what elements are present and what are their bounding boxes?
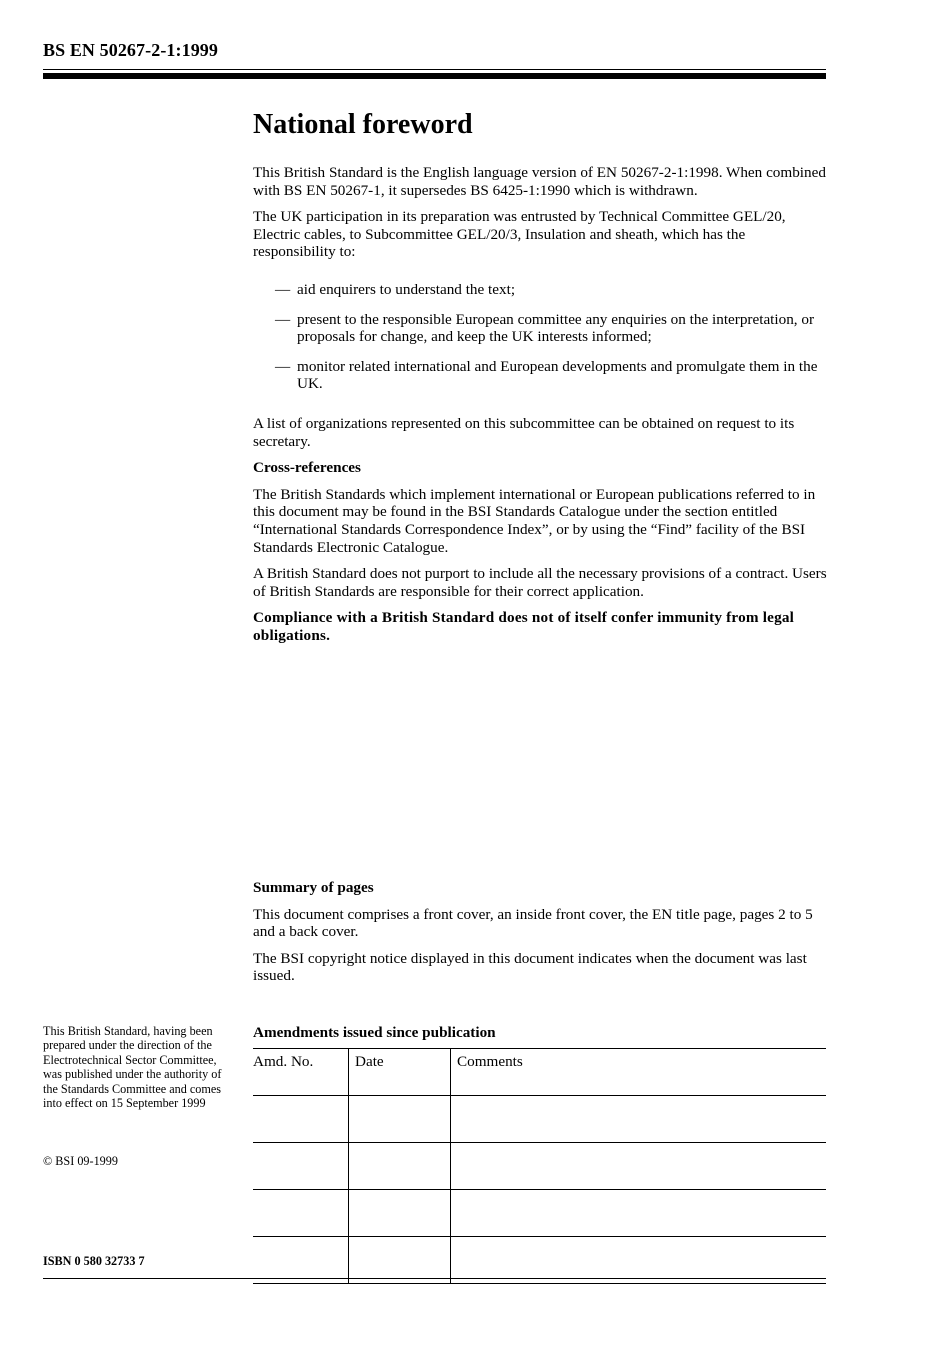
publication-note: This British Standard, having been prepared under the direction of the Electrotechnical Sector Committee, was published under the authority of the Standards Committee and comes into effect on 15 September 1999	[43, 1024, 222, 1111]
dash-marker: —	[275, 310, 291, 328]
table-cell	[451, 1237, 827, 1284]
table-cell	[451, 1143, 827, 1190]
foreword-section	[253, 108, 828, 653]
column-header-date: Date	[349, 1049, 451, 1096]
table-cell	[253, 1096, 349, 1143]
list-item	[253, 311, 828, 346]
list-item	[253, 358, 828, 393]
header-rule-thin	[43, 69, 826, 70]
table-cell	[253, 1237, 349, 1284]
list-item	[253, 281, 828, 299]
table-cell	[349, 1237, 451, 1284]
page-title: National foreword	[253, 109, 473, 140]
table-cell	[349, 1190, 451, 1237]
paragraph-provisions: A British Standard does not purport to include all the necessary provisions of a contract. Users of British Standards are responsible for their correct application.	[253, 565, 827, 600]
column-header-comments: Comments	[451, 1049, 827, 1096]
table-cell	[349, 1096, 451, 1143]
table-cell	[451, 1096, 827, 1143]
amendments-table	[253, 1048, 826, 1284]
header-rule-thick	[43, 73, 826, 79]
summary-section	[253, 879, 828, 994]
summary-heading: Summary of pages	[253, 879, 374, 896]
table-cell	[253, 1190, 349, 1237]
isbn-number: ISBN 0 580 32733 7	[43, 1254, 145, 1268]
paragraph-summary: This document comprises a front cover, an inside front cover, the EN title page, pages 2 to 5 and a back cover.	[253, 905, 813, 941]
column-header-amd-no: Amd. No.	[253, 1049, 349, 1096]
table-header-row	[253, 1049, 826, 1096]
amendments-heading: Amendments issued since publication	[253, 1024, 496, 1041]
table-cell	[451, 1190, 827, 1237]
paragraph-copyright-notice: The BSI copyright notice displayed in this document indicates when the document was last issued.	[253, 949, 807, 985]
paragraph-crossref: The British Standards which implement international or European publications referred to in this document may be found in the BSI Standards Catalogue under the section entitled “International Standards Correspondence Index”, or by using the “Find” facility of the BSI Standards Electronic Catalogue.	[253, 485, 816, 556]
table-row	[253, 1190, 826, 1237]
table-row	[253, 1237, 826, 1284]
crossref-heading: Cross-references	[253, 459, 361, 477]
footer-rule	[43, 1278, 826, 1279]
paragraph-organizations: A list of organizations represented on this subcommittee can be obtained on request to its secretary.	[253, 414, 795, 450]
paragraph-participation: The UK participation in its preparation was entrusted by Technical Committee GEL/20, Electric cables, to Subcommittee GEL/20/3, Insulation and sheath, which has the responsibility to:	[253, 208, 786, 261]
list-item-text: aid enquirers to understand the text;	[297, 280, 516, 298]
responsibility-list	[253, 281, 828, 393]
list-item-text: monitor related international and European developments and promulgate them in the UK.	[297, 357, 818, 393]
compliance-notice: Compliance with a British Standard does not of itself confer immunity from legal obligations.	[253, 609, 795, 644]
copyright-line: © BSI 09-1999	[43, 1154, 118, 1168]
table-cell	[253, 1143, 349, 1190]
table-row	[253, 1143, 826, 1190]
standard-code: BS EN 50267-2-1:1999	[43, 40, 219, 60]
dash-marker: —	[275, 357, 291, 375]
dash-marker: —	[275, 280, 291, 298]
list-item-text: present to the responsible European committee any enquiries on the interpretation, or proposals for change, and keep the UK interests informed;	[297, 310, 815, 346]
paragraph-intro: This British Standard is the English language version of EN 50267-2-1:1998. When combined with BS EN 50267-1, it supersedes BS 6425-1:1990 which is withdrawn.	[253, 164, 826, 199]
table-row	[253, 1096, 826, 1143]
table-cell	[349, 1143, 451, 1190]
